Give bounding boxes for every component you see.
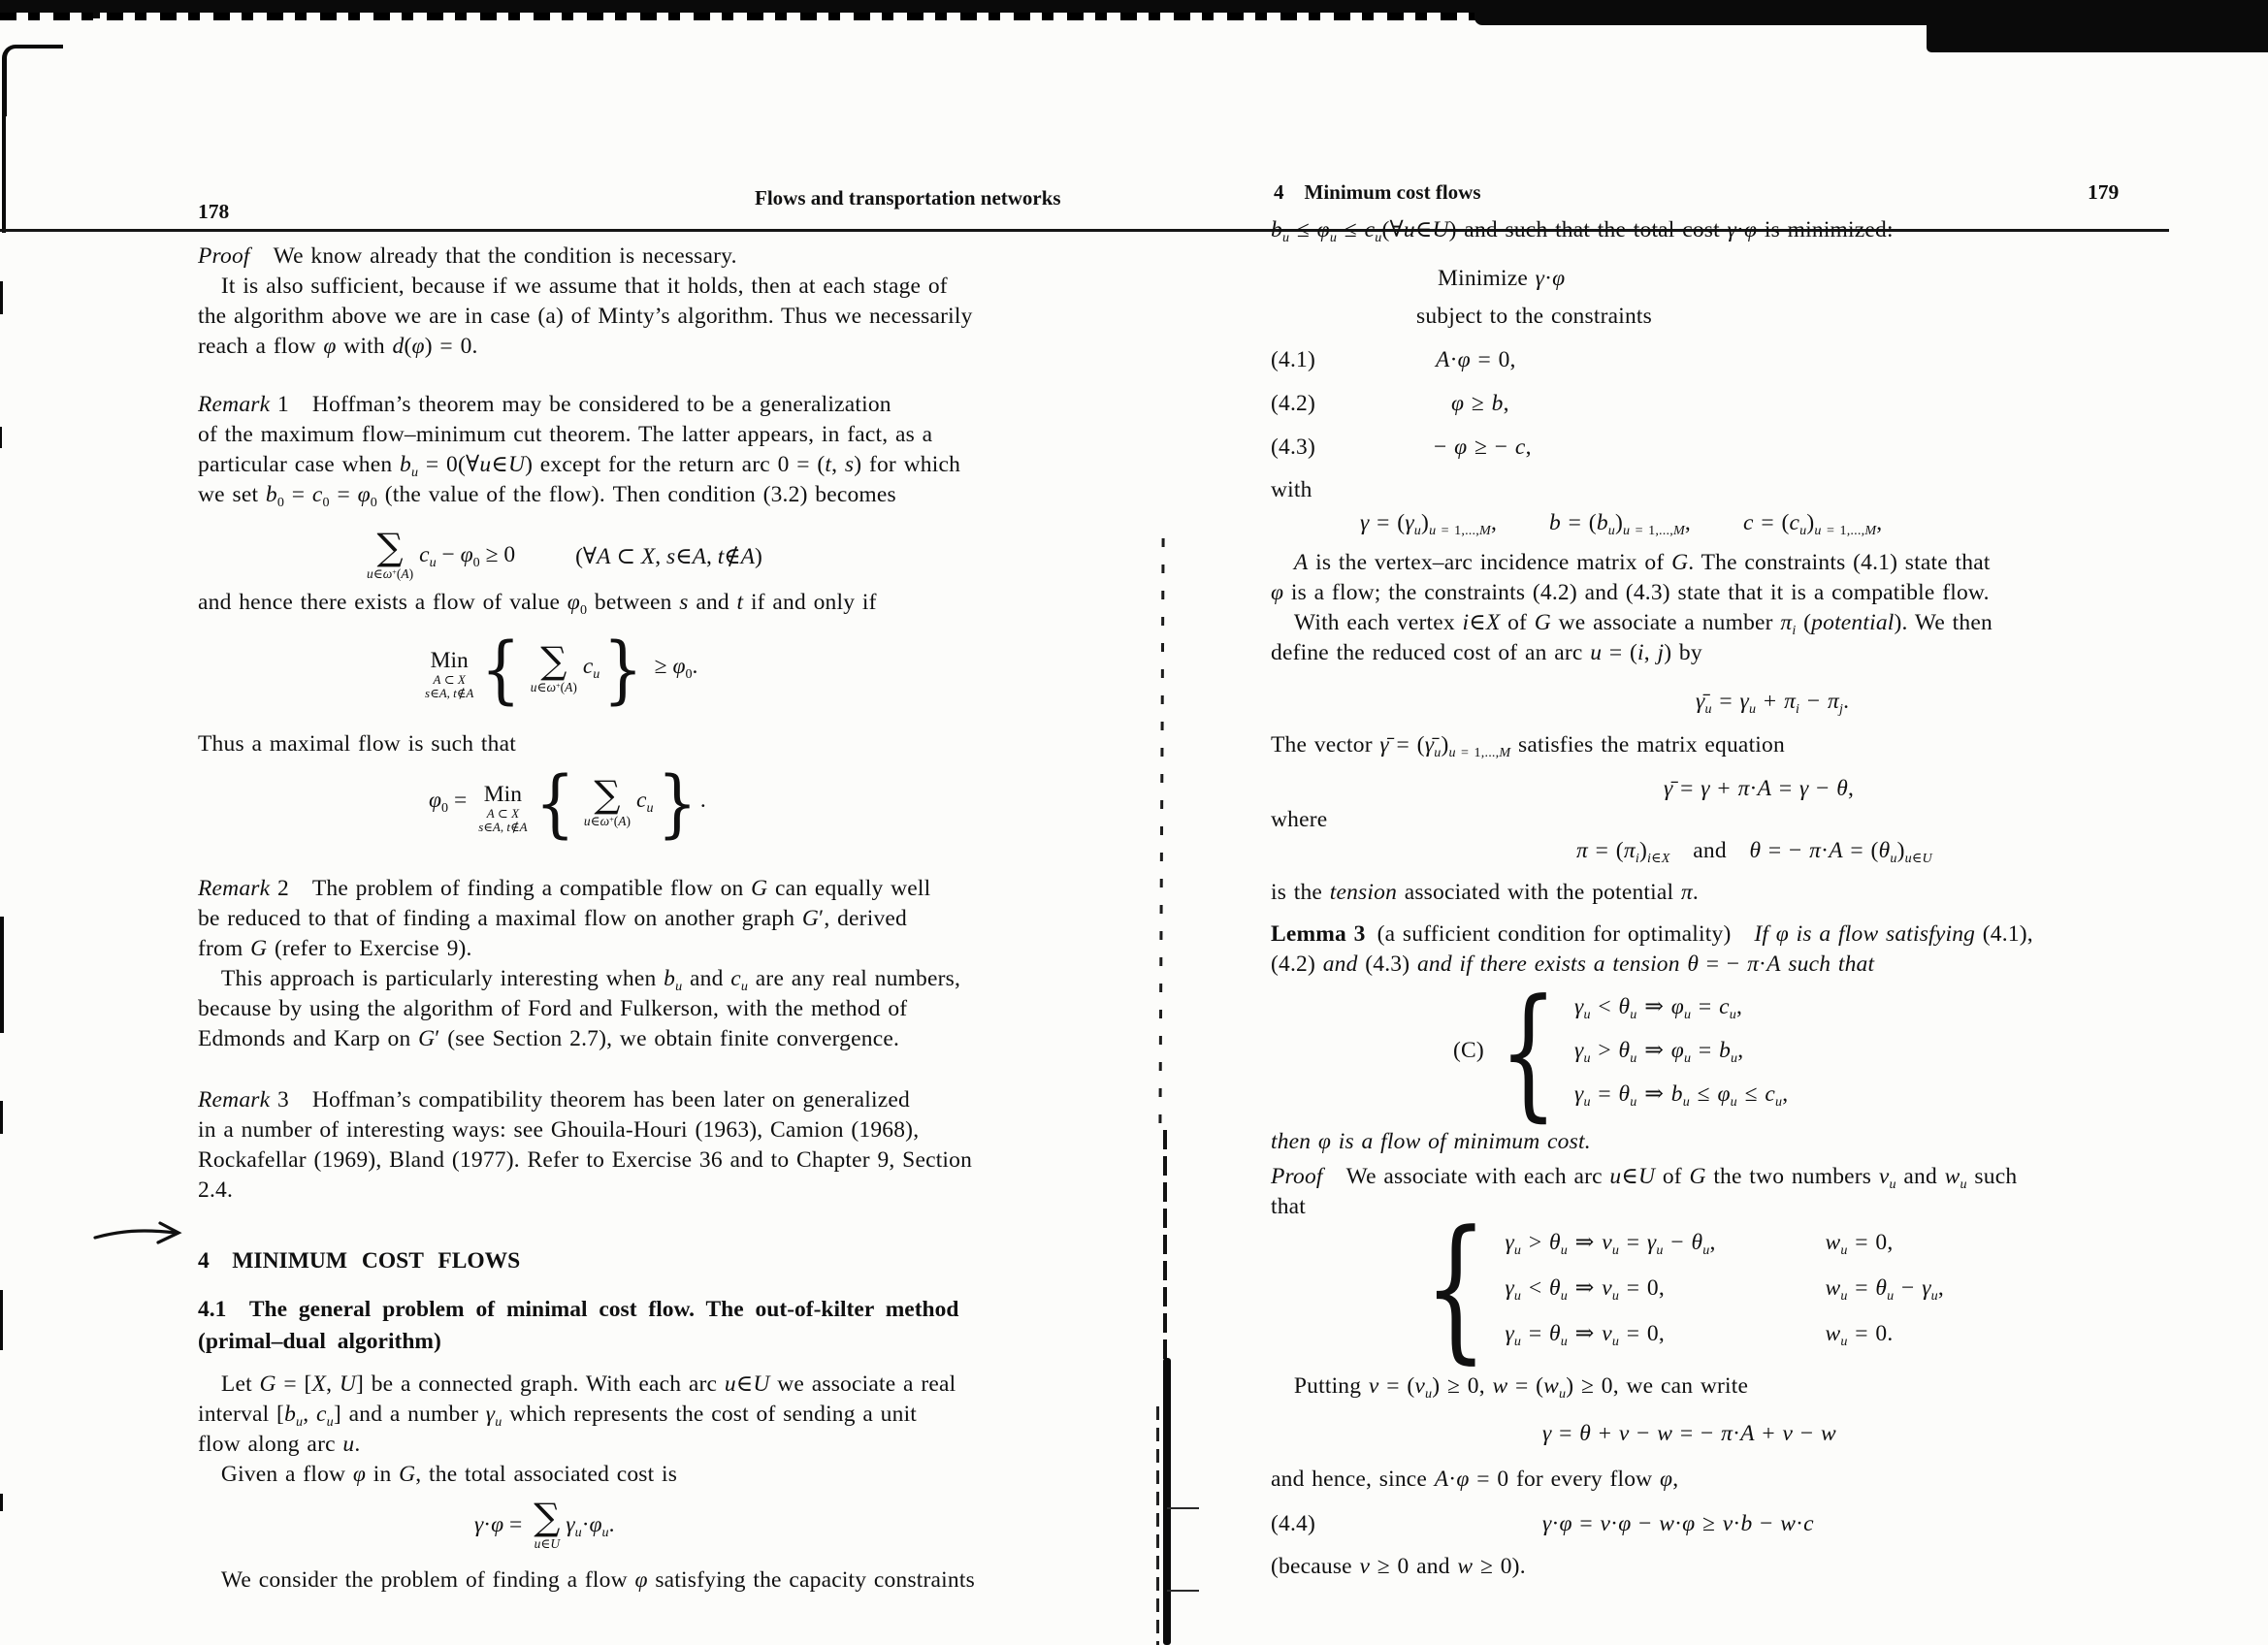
tension-line: is the tension associated with the potential π. [1271,880,1699,905]
section-heading: 4 MINIMUM COST FLOWS [198,1248,521,1274]
remark-2-paragraph [198,874,960,1054]
text-line: 4.1 The general problem of minimal cost flow. The out-of-kilter method [198,1297,959,1322]
text-line: Edmonds and Karp on G′ (see Section 2.7), we obtain finite convergence. [198,1026,900,1051]
intro-paragraph [198,1370,956,1490]
vw-definition-system: { $\gamma_u > \theta_u$ ⇒ $v_u = \gamma_u - \theta_u$, $w_u = 0$, $\gamma_u < \theta_u$ ⇒ $v_u = 0$, $w_u = \theta_u - \gamma_u$, $\gamma_u = \theta_u$ ⇒ $v_u = 0$, $w_u = 0$. [1424,1197,1944,1378]
left-page [198,0,1081,1645]
condition-C-system: (C) { $\gamma_u < \theta_u$ ⇒ $\varphi_u = c_u$, $\gamma_u > \theta_u$ ⇒ $\varphi_u = b_u$, $\gamma_u = \theta_u$ ⇒ $b_u \le \varphi_u \le c_u$, [1453,967,1789,1135]
right-running-title: 4 Minimum cost flows [1274,180,1481,204]
text-line: Thus a maximal flow is such that [198,731,516,757]
text-line: (4.2) and (4.3) and if there exists a tension θ = − π·A such that [1271,952,1875,977]
text-line: define the reduced cost of an arc u = (i, j) by [1271,640,1702,665]
binding-shadow-dashes [1158,538,1164,1130]
text-line: Proof We know already that the condition is necessary. [198,243,737,269]
min-operator: Min A ⊂ X s∈A, t∉A [425,648,474,700]
text-line: This approach is particularly interesting when $b_u$ and $c_u$ are any real numbers, [198,966,961,994]
equation-label: (C) [1453,1038,1484,1063]
text-line: It is also sufficient, because if we assume that it holds, then at each stage of [198,274,948,299]
text-line: from G (refer to Exercise 9). [198,936,472,961]
text-line: interval [$b_u$, $c_u$] and a number $\gamma_u$ which represents the cost of sending a unit [198,1402,918,1430]
with-word: with [1271,477,1312,502]
binding-shadow-thick [1163,1358,1171,1645]
binding-shadow-fray [1156,1406,1159,1645]
right-brace: } [657,759,697,846]
text-line: flow along arc u. [198,1432,361,1457]
text-line: Remark 3 Hoffman’s compatibility theorem has been later on generalized [198,1087,910,1113]
equation-label: (4.3) [1271,435,1316,460]
system-left-brace: { [1499,967,1558,1135]
text-line: With each vertex i∈X of G we associate a number $\pi_i$ (potential). We then [1271,610,1993,638]
left-brace: { [535,759,575,846]
text-line: we set $b_0 = c_0 = \varphi_0$ (the value of the flow). Then condition (3.2) becomes [198,482,896,510]
then-line: then φ is a flow of minimum cost. [1271,1129,1591,1154]
text-line: Remark 2 The problem of finding a compatible flow on G can equally well [198,876,931,901]
text-line: that [1271,1194,1307,1219]
remark-1-paragraph [198,390,960,510]
because-line: (because v ≥ 0 and w ≥ 0). [1271,1554,1526,1579]
subject-line: subject to the constraints [1416,304,1652,329]
text-line: We consider the problem of finding a flow φ satisfying the capacity constraints [198,1567,975,1593]
text-line: φ is a flow; the constraints (4.2) and (4.3) state that it is a compatible flow. [1271,580,1990,605]
scan-left-edge-seg1 [0,281,3,314]
text-line: particular case when $b_u$ = 0(∀u∈U) except for the return arc 0 = (t, s) for which [198,452,961,480]
binding-shadow-mid [1163,1130,1167,1363]
minimize-line: Minimize γ·φ [1438,266,1566,291]
right-page-number: 179 [2088,180,2120,204]
text-line: in a number of interesting ways: see Ghouila-Houri (1963), Camion (1968), [198,1117,920,1143]
scan-left-edge-seg3 [0,917,4,1033]
summation: ∑ u∈ω+(A) [530,639,577,694]
min-cut-inequality-equation: Min A ⊂ X s∈A, t∉A { ∑ u∈ω+(A) $c_u$ } ≥ $\varphi_0$. [425,626,698,712]
text-line: Lemma 3 (a sufficient condition for optimality) If φ is a flow satisfying (4.1), [1271,921,2033,947]
reduced-cost-equation: $\gammā_u = \gamma_u + \pi_i - \pi_j$. [1696,689,1850,717]
scan-speck [93,13,100,18]
text-line: and hence there exists a flow of value $\varphi_0$ between s and t if and only if [198,590,877,618]
left-brace: { [480,626,522,712]
pi-theta-equation: $\pi = (\pi_i)_{i\in X}$ and θ = − $\pi\cdot A = (\theta_u)_{u\in U}$ [1576,838,1932,866]
scan-left-edge-line [2,107,6,233]
left-page-number: 178 [198,200,230,223]
summation: ∑ u∈ω+(A) [583,773,632,828]
text-line: Rockafellar (1969), Bland (1977). Refer to Exercise 36 and to Chapter 9, Section [198,1147,973,1173]
vector-definitions: $\gamma = (\gamma_u)_{u = 1,...,M}$, $b = (b_u)_{u = 1,...,M}$, $c = (c_u)_{u = 1,...,M}$, [1360,510,1883,538]
text-line: be reduced to that of finding a maximal flow on another graph G′, derived [198,906,907,931]
margin-tick-1 [1167,1507,1199,1509]
system-left-brace: { [1424,1197,1488,1378]
hence-line: and hence, since A·φ = 0 for every flow φ, [1271,1467,1679,1492]
left-running-title: Flows and transportation networks [755,186,1061,210]
margin-tick-2 [1167,1590,1199,1592]
summation: ∑ u∈ω+(A) [367,526,414,581]
proof-paragraph [1271,1162,2017,1222]
scan-left-edge-seg2 [0,427,2,448]
subsection-heading [198,1294,958,1358]
summation: ∑ u∈U [534,1496,561,1551]
text-line: reach a flow φ with d(φ) = 0. [198,334,478,359]
equation-label: (4.4) [1271,1511,1316,1536]
total-cost-equation: γ·φ = ∑ u∈U $\gamma_u\cdot\varphi_u$. [474,1496,615,1551]
text-line: The vector γ̄ = $(\gammā_u)_{u = 1,...,M}$ satisfies the matrix equation [1271,732,1785,760]
putting-line: Putting $v = (v_u) \ge 0$, $w = (w_u) \ge 0$, we can write [1271,1373,1749,1402]
maximal-flow-equation: $\varphi_0$ = Min A ⊂ X s∈A, t∉A { ∑ u∈ω+(A) $c_u$ } . [429,759,706,846]
scan-left-edge-seg4 [0,1101,3,1134]
text-line: $b_u \le \varphi_u$ ≤ $c_u(\forall u\in U)$ and such that the total cost γ·φ is minimized: [1271,217,1894,245]
text-line: Remark 1 Hoffman’s theorem may be considered to be a generalization [198,392,891,417]
text-line: 2.4. [198,1177,234,1203]
text-line: (primal–dual algorithm) [198,1329,441,1354]
scan-left-edge-hook [2,45,63,116]
equation-label: (4.1) [1271,347,1316,372]
scan-left-edge-seg6 [0,1494,3,1511]
right-page: 4 Minimum cost flows 179 $b_u \le \varphi_u$ ≤ $c_u(\forall u\in U)$ and such that the total cost γ·φ is minimized: Minimize γ·φ subject to the constraints (4.1) A·φ = 0, (4.2) φ ≥ b, (4.3) − φ ≥ − c, with $\gamma = (\gamma_u)_{u = 1,...,M}$, $b = (b_u)_{u = 1,...,M}$, $c = (c_u)_{u = 1,...,M}$, A is the vertex–arc incidence matrix of G. The constraints (4.1) state that φ is a flow; the constraints (4.2) and (4.3) state that it is a compatible flow. With each vertex i∈X of G we associate a number $\pi_i$ (potential). We then define the reduced cost of an arc u = (i, j) by $\gammā_u = \gamma_u + \pi_i - \pi_j$. The vector γ̄ = $(\gammā_u)_{u = 1,...,M}$ satisfies the matrix equation γ̄ = γ + π·A = γ − θ, where $\pi = (\pi_i)_{i\in X}$ and θ = − $\pi\cdot A = (\theta_u)_{u\in U}$ is the tension associated with the potential π. Lemma 3 (a sufficient condition for optimality) If φ is a flow satisfying (4.1), (4.2) and (4.3) and if there exists a tension θ = − π·A such that (C) { $\gamma_u < \theta_u$ ⇒ $\varphi_u = c_u$, $\gamma_u > \theta_u$ ⇒ $\varphi_u = b_u$, $\gamma_u = \theta_u$ ⇒ $b_u \le \varphi_u \le c_u$, then φ is a flow of minimum cost. Proof We associate with each arc u∈U of G the two numbers $v_u$ and $w_u$ such that { $\gamma_u > \theta_u$ ⇒ $v_u = \gamma_u - \theta_u$, $w_u = 0$, $\gamma_u < \theta_u$ ⇒ $v_u = 0$, $w_u = \theta_u - \gamma_u$, $\gamma_u = \theta_u$ ⇒ $v_u = 0$, $w_u = 0$. Putting $v = (v_u) \ge 0$, $w = (w_u) \ge 0$, we can write γ = θ + v − w = − π·A + v − w and hence, since A·φ = 0 for every flow φ, (4.4) γ·φ = v·φ − w·φ ≥ v·b − w·c (because v ≥ 0 and w ≥ 0). [1271,0,2144,1645]
text-line: A is the vertex–arc incidence matrix of G. The constraints (4.1) state that [1293,550,1991,575]
text-line: the algorithm above we are in case (a) of Minty’s algorithm. Thus we necessarily [198,304,973,329]
remark-3-paragraph [198,1085,972,1206]
proof-paragraph [198,242,973,362]
right-brace: } [602,626,644,712]
cut-condition-equation: ∑ u∈ω+(A) $c_u - \varphi_0 \ge 0$ (∀A ⊂ X, s∈A, t∉A) [367,526,762,581]
scan-left-edge-seg5 [0,1290,3,1350]
min-operator: Min A ⊂ X s∈A, t∉A [478,782,528,834]
matrix-equation: γ̄ = γ + π·A = γ − θ, [1664,776,1855,801]
gamma-decomposition-equation: γ = θ + v − w = − π·A + v − w [1542,1421,1836,1446]
text-line: Proof We associate with each arc u∈U of G the two numbers $v_u$ and $w_u$ such [1271,1164,2018,1192]
incidence-paragraph [1271,548,1993,668]
text-line: Let G = [X, U] be a connected graph. With each arc u∈U we associate a real [198,1371,956,1397]
where-word: where [1271,807,1328,832]
lemma-3-statement [1271,919,2033,980]
text-line: Given a flow φ in G, the total associated cost is [198,1462,678,1487]
handwritten-arrow-annotation [92,1210,199,1255]
text-line: of the maximum flow–minimum cut theorem. The latter appears, in fact, as a [198,422,933,447]
text-line: because by using the algorithm of Ford and Fulkerson, with the method of [198,996,908,1021]
equation-label: (4.2) [1271,391,1316,416]
